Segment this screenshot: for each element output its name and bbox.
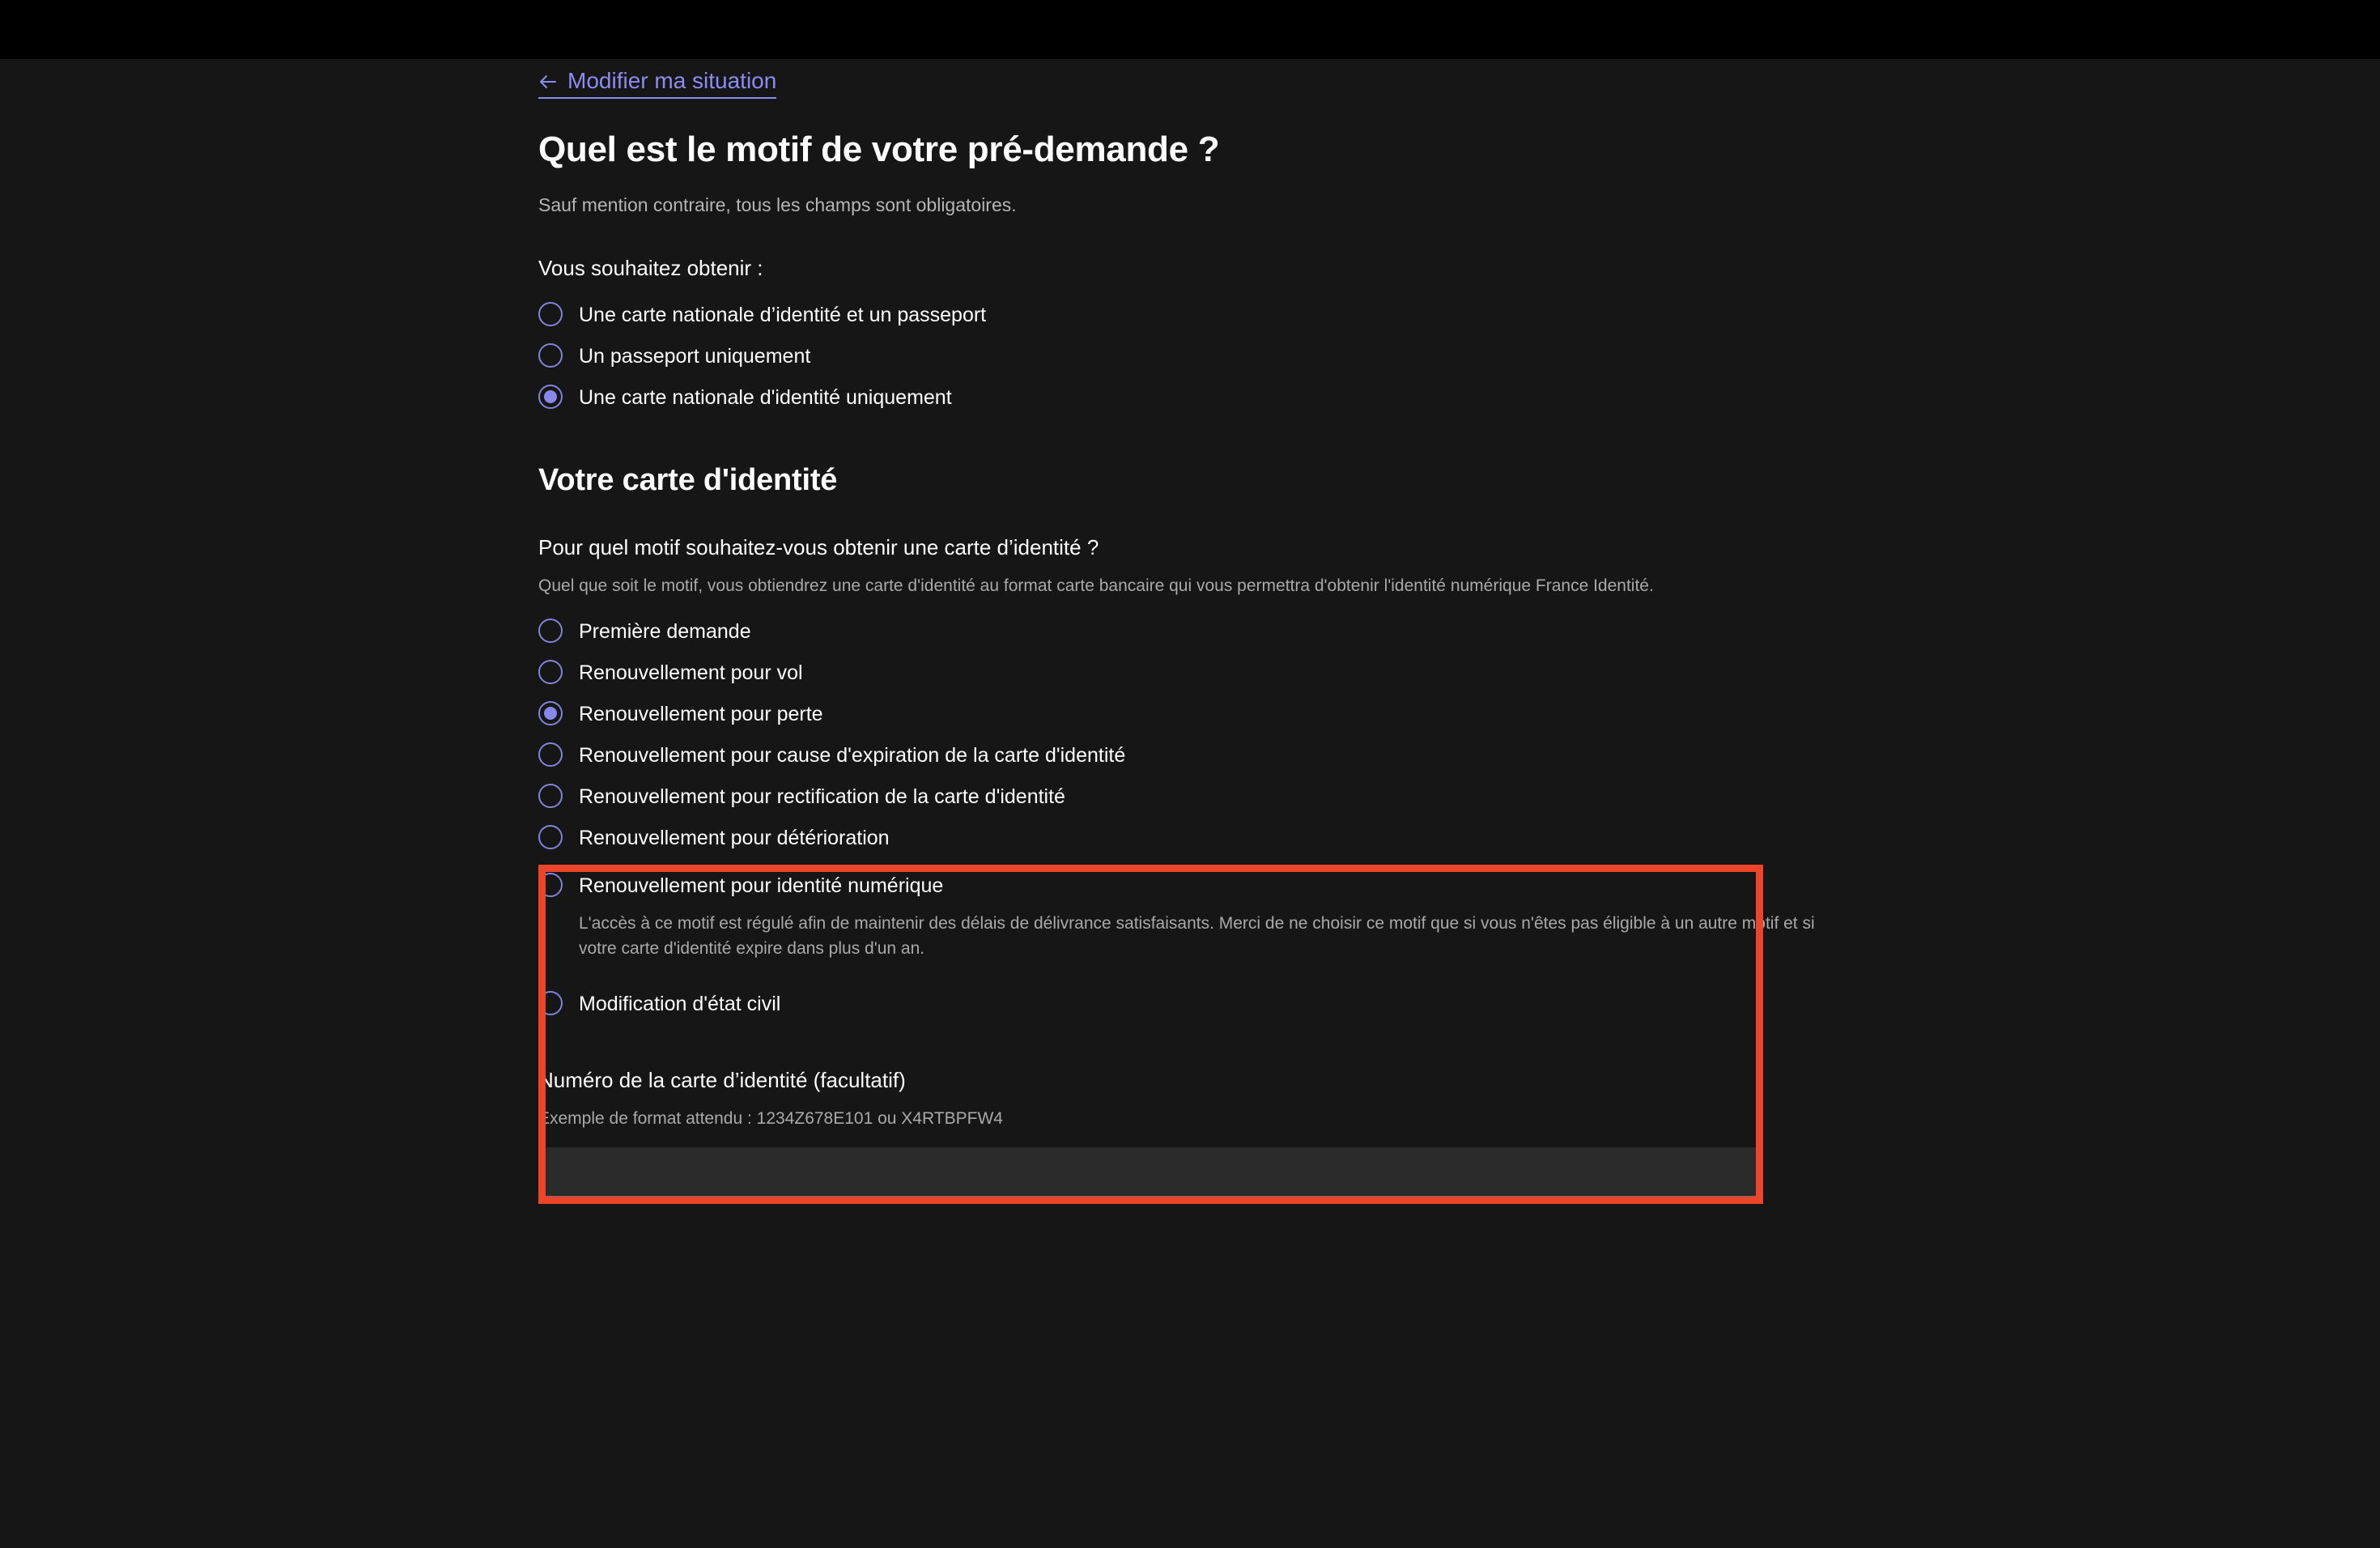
radio-indicator[interactable] xyxy=(538,742,563,767)
back-link-label: Modifier ma situation xyxy=(567,68,777,93)
radio-indicator[interactable] xyxy=(538,825,563,849)
card-section-heading: Votre carte d'identité xyxy=(538,462,838,497)
radio-option-renouvellement-rectification[interactable] xyxy=(538,776,1817,817)
radio-option-renouvellement-expiration[interactable] xyxy=(538,734,1817,776)
radio-option-passeport-uniquement[interactable] xyxy=(538,335,1817,376)
radio-option-label: Un passeport uniquement xyxy=(579,344,811,368)
radio-option-label: Renouvellement pour perte xyxy=(579,702,823,725)
radio-option-label: Renouvellement pour vol xyxy=(579,661,803,684)
radio-indicator[interactable] xyxy=(538,302,563,326)
form-content xyxy=(538,59,1817,1197)
radio-indicator-selected[interactable] xyxy=(538,701,563,725)
radio-option-label: Une carte nationale d'identité uniquement xyxy=(579,385,952,409)
radio-indicator-selected[interactable] xyxy=(538,385,563,409)
radio-option-label: Une carte nationale d’identité et un passeport xyxy=(579,303,987,326)
radio-option-label: Modification d'état civil xyxy=(579,992,781,1015)
card-number-label: Numéro de la carte d’identité (facultatif) xyxy=(538,1067,906,1092)
radio-option-renouvellement-identite-numerique[interactable] xyxy=(538,865,1817,906)
radio-option-label: Renouvellement pour détérioration xyxy=(579,826,890,849)
radio-option-label: Renouvellement pour rectification de la carte d'identité xyxy=(579,785,1065,808)
radio-option-premiere-demande[interactable] xyxy=(538,610,1817,652)
card-number-hint: Exemple de format attendu : 1234Z678E101 ou X4RTBPFW4 xyxy=(538,1108,1003,1128)
radio-indicator[interactable] xyxy=(538,619,563,643)
back-link[interactable] xyxy=(538,67,776,99)
radio-indicator[interactable] xyxy=(538,873,563,897)
required-fields-notice: Sauf mention contraire, tous les champs sont obligatoires. xyxy=(538,194,1017,216)
radio-indicator[interactable] xyxy=(538,784,563,808)
radio-indicator[interactable] xyxy=(538,660,563,684)
radio-option-label: Renouvellement pour cause d'expiration de la carte d'identité xyxy=(579,743,1126,767)
document-choice-radio-group xyxy=(538,294,1817,418)
browser-chrome-bar xyxy=(0,0,2380,59)
radio-option-label: Renouvellement pour identité numérique xyxy=(579,874,944,897)
radio-option-renouvellement-deterioration[interactable] xyxy=(538,817,1817,858)
radio-indicator[interactable] xyxy=(538,991,563,1015)
card-motive-radio-group xyxy=(538,610,1817,1024)
document-choice-question: Vous souhaitez obtenir : xyxy=(538,255,763,280)
radio-option-renouvellement-vol[interactable] xyxy=(538,652,1817,693)
page-title: Quel est le motif de votre pré-demande ? xyxy=(538,129,1220,169)
card-number-input[interactable] xyxy=(538,1147,1762,1197)
card-motive-hint: Quel que soit le motif, vous obtiendrez une carte d'identité au format carte bancaire qui vous permettra d'obtenir l'identité numérique France Identité. xyxy=(538,576,1654,595)
page-canvas xyxy=(0,59,2380,1548)
radio-option-cni-uniquement[interactable] xyxy=(538,376,1817,418)
radio-option-label: Première demande xyxy=(579,619,751,643)
card-motive-question: Pour quel motif souhaitez-vous obtenir une carte d’identité ? xyxy=(538,534,1099,559)
radio-option-renouvellement-perte[interactable] xyxy=(538,693,1817,734)
card-number-field-block xyxy=(538,1066,1817,1198)
radio-option-cni-et-passeport[interactable] xyxy=(538,294,1817,335)
radio-option-description: L'accès à ce motif est régulé afin de maintenir des délais de délivrance satisfaisants. Merci de ne choisir ce motif que si vous n'êtes pas éligible à un autre motif et si votre carte d'identité expire dans plus d'un an. xyxy=(579,913,1815,958)
radio-indicator[interactable] xyxy=(538,343,563,368)
radio-option-modification-etat-civil[interactable] xyxy=(538,983,1817,1024)
radio-option-group-identite-numerique xyxy=(538,858,1817,962)
arrow-left-icon xyxy=(538,72,558,91)
